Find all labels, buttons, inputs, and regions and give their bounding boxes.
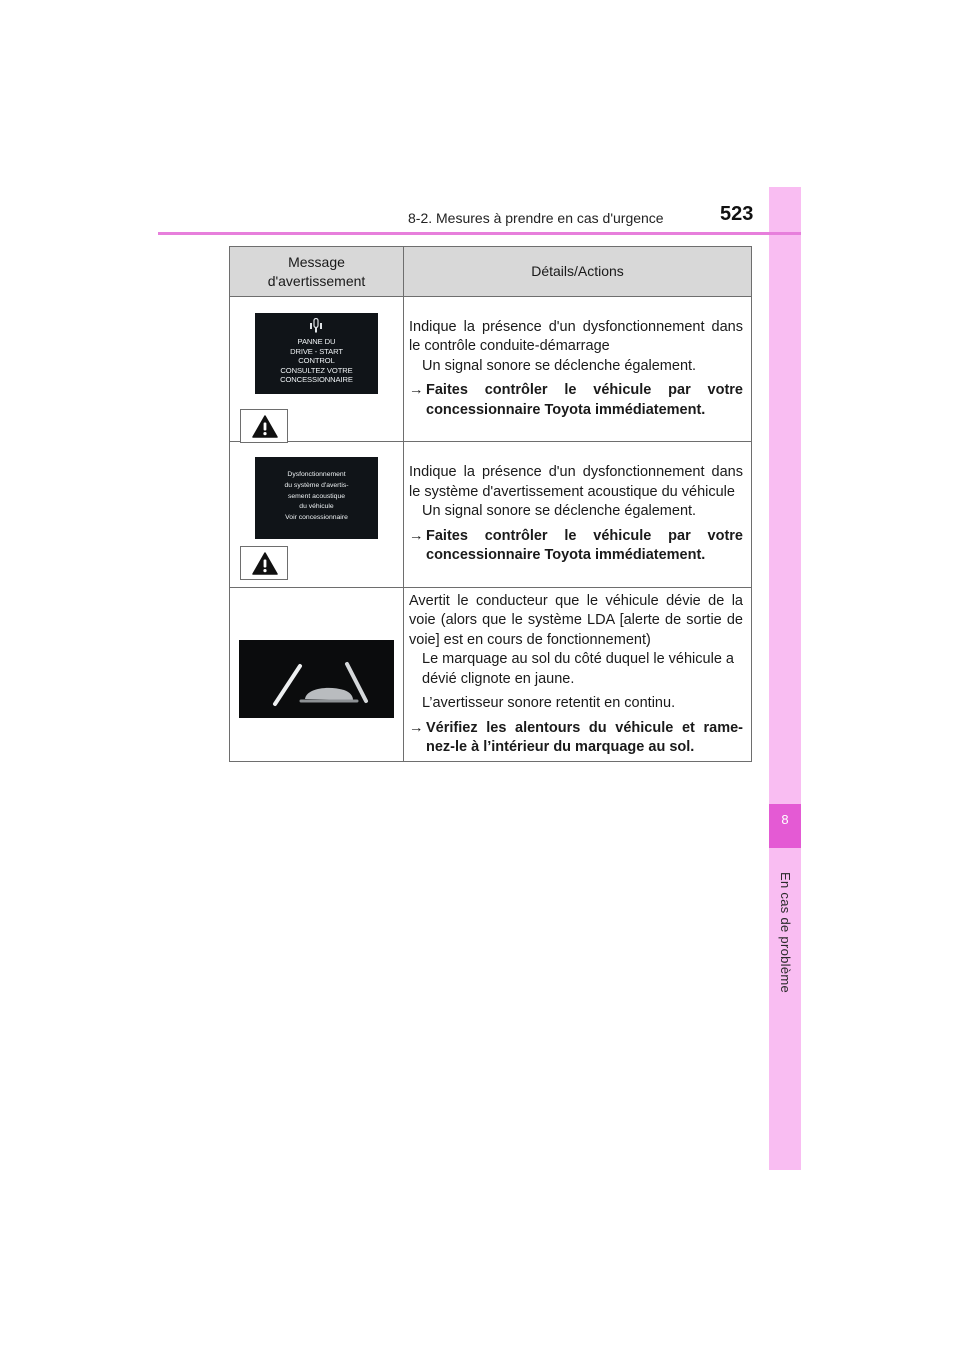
details-note: Le marquage au sol du côté duquel le véhicule a dévié clignote en jaune. — [422, 651, 734, 687]
details-action — [409, 719, 743, 758]
section-title: 8-2. Mesures à prendre en cas d'urgence — [408, 210, 664, 226]
column-header-message-line1: Message — [288, 253, 345, 270]
screen-line: sement acoustique — [287, 492, 346, 500]
details-action-text: Vérifiez les alentours du véhicule et rame-nez-le à l’intérieur du marquage au sol. — [426, 719, 743, 755]
screen-line: DRIVE - START — [290, 346, 343, 356]
header-rule — [158, 232, 801, 235]
key-fob-icon — [309, 318, 323, 333]
warning-symbol-box — [240, 546, 288, 580]
message-image-cell — [230, 297, 404, 442]
warning-triangle-icon — [252, 552, 278, 575]
table-row — [230, 297, 752, 442]
screen-line: CONTROL — [298, 356, 335, 366]
chapter-number: 8 — [781, 812, 789, 827]
details-cell — [404, 297, 752, 442]
details-cell — [404, 588, 752, 762]
table-header-row — [230, 247, 752, 297]
message-image-cell — [230, 588, 404, 762]
arrow-icon: → — [409, 527, 424, 544]
screen-line: Dysfonctionnement — [287, 471, 346, 478]
message-image-cell — [230, 442, 404, 588]
chapter-title: En cas de problème — [778, 872, 793, 994]
details-note: Un signal sonore se déclenche également. — [422, 503, 697, 520]
table-row — [230, 442, 752, 588]
page-number: 523 — [720, 203, 754, 225]
column-header-message — [230, 247, 404, 297]
details-note-2: L’avertisseur sonore retentit en continu. — [422, 695, 676, 711]
details-action-text: Faites contrôler le véhicule par votre concessionnaire Toyota immédiatement. — [426, 527, 743, 564]
lane-departure-icon — [239, 640, 394, 718]
screen-line: Voir concessionnaire — [285, 514, 348, 522]
arrow-icon: → — [409, 719, 424, 736]
screen-line: du système d'avertis- — [284, 481, 349, 489]
warning-message-table — [229, 246, 752, 762]
table-row — [230, 588, 752, 762]
column-header-details: Détails/Actions — [404, 247, 752, 297]
display-screen-acoustic-warning — [255, 457, 378, 539]
details-action-text: Faites contrôler le véhicule par votre concessionnaire Toyota immédiatement. — [426, 382, 743, 418]
details-description: Avertit le conducteur que le véhicule dévie de la voie (alors que le système LDA [alerte de sortie de voie] est en cours de fonctionnement) — [409, 592, 743, 648]
display-screen-text — [255, 337, 378, 385]
display-screen-drive-start-control — [255, 313, 378, 394]
warning-triangle-icon — [252, 415, 278, 438]
display-screen-text — [255, 470, 378, 524]
details-note: Un signal sonore se déclenche également. — [422, 357, 697, 374]
details-action — [409, 527, 743, 566]
arrow-icon: → — [409, 382, 424, 399]
screen-line: CONSULTEZ VOTRE — [280, 365, 353, 375]
details-action — [409, 381, 743, 420]
details-description: Indique la présence d'un dysfonctionnement dans le contrôle conduite-démarrage — [409, 318, 743, 355]
screen-line: du véhicule — [299, 503, 334, 511]
column-header-message-line2: d'avertissement — [267, 272, 366, 289]
details-description: Indique la présence d'un dysfonctionnement dans le système d'avertissement acoustique du véhicule — [409, 464, 743, 500]
warning-symbol-box — [240, 409, 288, 443]
screen-line: CONCESSIONNAIRE — [280, 375, 353, 385]
lane-departure-display — [239, 640, 394, 718]
chapter-side-tab — [769, 187, 801, 1170]
details-cell — [404, 442, 752, 588]
screen-line: PANNE DU — [297, 337, 336, 346]
